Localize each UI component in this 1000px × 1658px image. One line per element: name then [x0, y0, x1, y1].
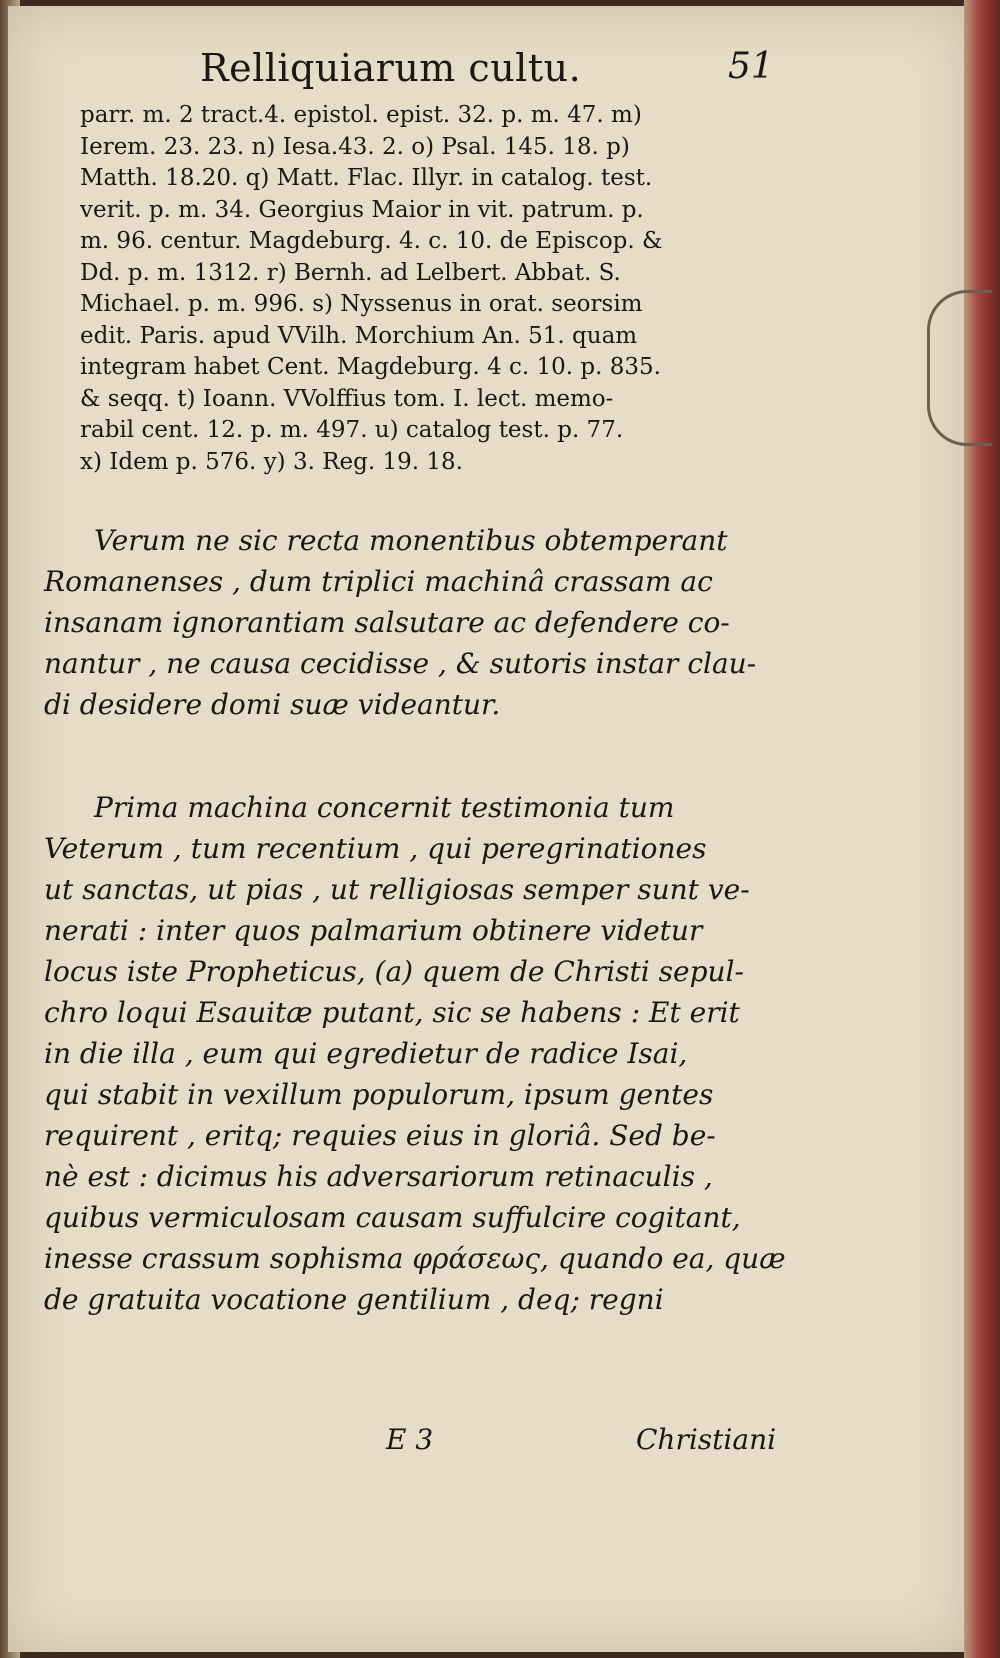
text-line: ut sanctas, ut pias , ut relligiosas semper sunt ve- — [44, 873, 750, 906]
page-number: 51 — [728, 46, 774, 87]
page-edges — [964, 0, 1000, 1658]
text-line: in die illa , eum qui egredietur de radice Isai, — [44, 1037, 688, 1070]
text-line: Verum ne sic recta monentibus obtemperant — [94, 524, 728, 557]
text-line: inesse crassum sophisma φράσεως, quando ea, quæ — [44, 1242, 786, 1275]
text-line: requirent , eritq; requies eius in gloriâ. Sed be- — [44, 1119, 716, 1152]
text-line: Romanenses , dum triplici machinâ crassam ac — [44, 565, 713, 598]
note-line: Dd. p. m. 1312. r) Bernh. ad Lelbert. Abbat. S. — [80, 259, 621, 286]
signature-mark: E 3 — [386, 1423, 434, 1456]
text-line: nerati : inter quos palmarium obtinere videtur — [44, 914, 703, 947]
text-line: Prima machina concernit testimonia tum — [94, 791, 675, 824]
note-line: verit. p. m. 34. Georgius Maior in vit. patrum. p. — [80, 196, 644, 223]
note-line: Ierem. 23. 23. n) Iesa.43. 2. o) Psal. 145. 18. p) — [80, 133, 630, 160]
note-line: parr. m. 2 tract.4. epistol. epist. 32. p. m. 47. m) — [80, 102, 642, 128]
note-line: Matth. 18.20. q) Matt. Flac. Illyr. in catalog. test. — [80, 165, 653, 191]
text-line: qui stabit in vexillum populorum, ipsum gentes — [44, 1078, 714, 1111]
main-text — [44, 520, 824, 1320]
marginal-notes — [80, 100, 800, 478]
text-line: Veterum , tum recentium , qui peregrinationes — [44, 832, 707, 865]
paragraph-2 — [44, 787, 824, 1320]
text-line: nè est : dicimus his adversariorum retinaculis , — [44, 1160, 713, 1193]
note-line: integram habet Cent. Magdeburg. 4 c. 10. p. 835. — [80, 354, 661, 380]
running-head: Relliquiarum cultu. — [200, 46, 582, 90]
note-line: rabil cent. 12. p. m. 497. u) catalog test. p. 77. — [80, 417, 624, 443]
text-line: insanam ignorantiam salsutare ac defendere co- — [44, 606, 730, 639]
paragraph-1 — [44, 520, 824, 725]
catchword: Christiani — [636, 1423, 777, 1456]
text-line: nantur , ne causa cecidisse , & sutoris instar clau- — [44, 647, 757, 680]
text-line: di desidere domi suæ videantur. — [44, 688, 501, 721]
text-line: locus iste Propheticus, (a) quem de Christi sepul- — [44, 955, 744, 988]
text-line: de gratuita vocatione gentilium , deq; regni — [44, 1283, 664, 1316]
note-line: Michael. p. m. 996. s) Nyssenus in orat. seorsim — [80, 291, 643, 317]
clasp-outline — [927, 290, 992, 446]
note-line: m. 96. centur. Magdeburg. 4. c. 10. de Episcop. & — [80, 228, 663, 254]
text-line: quibus vermiculosam causam suffulcire cogitant, — [44, 1201, 741, 1234]
text-line: chro loqui Esauitæ putant, sic se habens : Et erit — [44, 996, 740, 1029]
note-line: x) Idem p. 576. y) 3. Reg. 19. 18. — [80, 448, 463, 475]
note-line: edit. Paris. apud VVilh. Morchium An. 51. quam — [80, 322, 638, 349]
note-line: & seqq. t) Ioann. VVolffius tom. I. lect. memo- — [80, 385, 614, 412]
